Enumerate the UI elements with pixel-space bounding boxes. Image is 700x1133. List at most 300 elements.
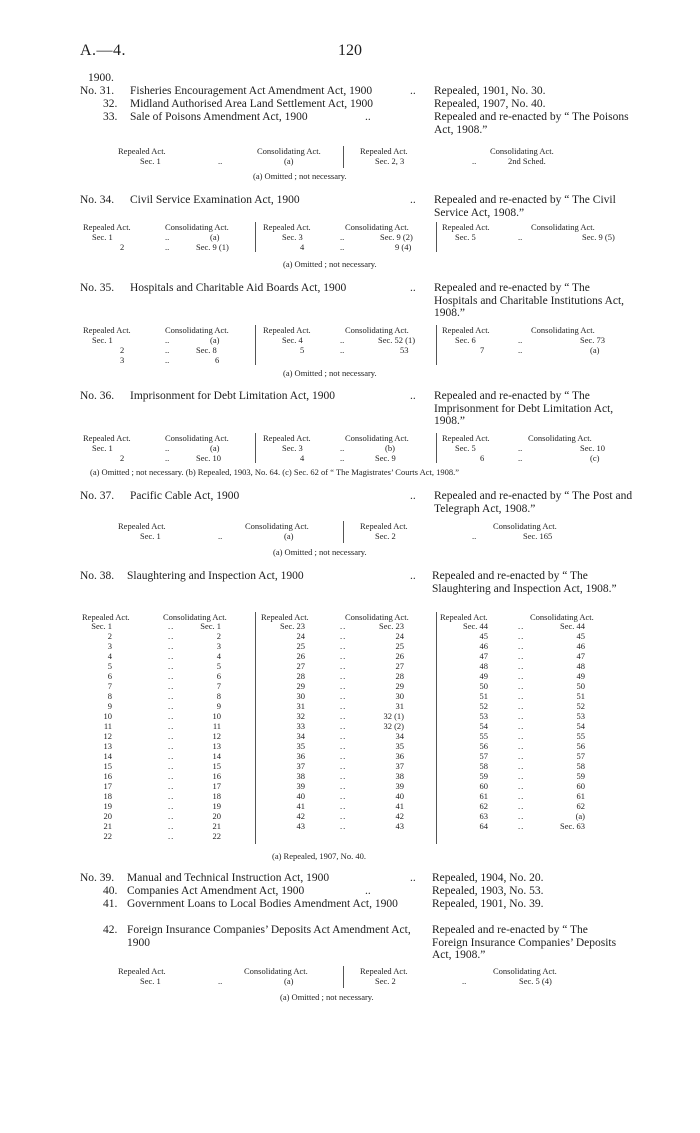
table-header: Repealed Act. — [360, 146, 408, 156]
leader-dots: .. — [168, 791, 175, 801]
table-cell: 2 — [120, 242, 125, 252]
repealed-section: Sec. 1 — [91, 621, 112, 631]
table-header: Consolidating Act. — [245, 521, 309, 531]
repealed-section: 28 — [296, 671, 305, 681]
table-cell: Sec. 10 — [196, 453, 222, 463]
repealed-section: 27 — [296, 661, 305, 671]
repealed-section: 35 — [296, 741, 305, 751]
table-header: Consolidating Act. — [165, 433, 229, 443]
consolidating-section: 51 — [576, 691, 585, 701]
table-header: Repealed Act. — [263, 325, 311, 335]
column-divider — [436, 612, 437, 844]
table-cell: Sec. 1 — [92, 443, 113, 453]
repealed-section: 29 — [296, 681, 305, 691]
consolidating-section: 11 — [212, 721, 221, 731]
repealed-section: Sec. 23 — [279, 621, 305, 631]
table-header: Consolidating Act. — [345, 325, 409, 335]
leader-dots: .. — [340, 791, 347, 801]
leader-dots: .. — [518, 801, 525, 811]
leader-dots: .. — [518, 821, 525, 831]
repealed-section: 17 — [103, 781, 112, 791]
table-cell: Sec. 1 — [140, 976, 161, 986]
column-divider — [343, 521, 344, 543]
act-number: 42. — [103, 924, 118, 936]
leader-dots: .. — [340, 453, 345, 463]
consolidating-section: 32 (1) — [383, 711, 404, 721]
leader-dots: .. — [340, 671, 347, 681]
consolidating-section: 45 — [576, 631, 585, 641]
consolidating-section: 14 — [212, 751, 221, 761]
leader-dots: .. — [340, 335, 345, 345]
column-divider — [436, 325, 437, 365]
table-cell: 9 (4) — [395, 242, 412, 252]
table-cell: (a) — [590, 345, 600, 355]
consolidating-section: 30 — [395, 691, 404, 701]
table-cell: Sec. 3 — [282, 232, 303, 242]
table-header: Consolidating Act. — [531, 222, 595, 232]
repealed-section: 37 — [296, 761, 305, 771]
footnote: (a) Repealed, 1907, No. 40. — [272, 851, 366, 861]
table-header: Repealed Act. — [442, 433, 490, 443]
consolidating-section: 17 — [212, 781, 221, 791]
table-header: Consolidating Act. — [493, 521, 557, 531]
leader-dots: .. — [165, 232, 170, 242]
table-header: Consolidating Act. — [528, 433, 592, 443]
table-cell: 6 — [215, 355, 220, 365]
table-header: Repealed Act. — [118, 521, 166, 531]
consolidating-section: 28 — [395, 671, 404, 681]
act-title: Government Loans to Local Bodies Amendment Act, 1900 — [127, 898, 398, 910]
leader-dots: .. — [168, 831, 175, 841]
repealed-section: 47 — [479, 651, 488, 661]
page-header — [80, 42, 620, 64]
consolidating-section: 18 — [212, 791, 221, 801]
consolidating-section: 26 — [395, 651, 404, 661]
repealed-section: 50 — [479, 681, 488, 691]
act-number: 40. — [103, 885, 118, 897]
consolidating-section: 15 — [212, 761, 221, 771]
table-header: Consolidating Act. — [345, 433, 409, 443]
repealed-section: 52 — [479, 701, 488, 711]
repealed-section: 48 — [479, 661, 488, 671]
consolidating-section: 6 — [216, 671, 221, 681]
table-cell: Sec. 2 — [375, 976, 396, 986]
consolidating-section: 35 — [395, 741, 404, 751]
repealed-section: 43 — [296, 821, 305, 831]
leader-dots: .. — [365, 885, 371, 897]
table-cell: 5 — [300, 345, 305, 355]
consolidating-section: 55 — [576, 731, 585, 741]
consolidating-section: 43 — [395, 821, 404, 831]
repealed-section: 59 — [479, 771, 488, 781]
leader-dots: .. — [168, 681, 175, 691]
act-title: Foreign Insurance Companies’ Deposits Act Amendment Act, 1900 — [127, 924, 411, 949]
consolidating-section: 40 — [395, 791, 404, 801]
repealed-section: 16 — [103, 771, 112, 781]
consolidating-section: 56 — [576, 741, 585, 751]
consolidating-section: 29 — [395, 681, 404, 691]
table-header: Consolidating Act. — [490, 146, 554, 156]
leader-dots: .. — [340, 801, 347, 811]
leader-dots: .. — [340, 443, 345, 453]
act-number: No. 38. — [80, 570, 115, 582]
leader-dots: .. — [165, 345, 170, 355]
consolidating-section: 37 — [395, 761, 404, 771]
column-divider — [255, 433, 256, 463]
leader-dots: .. — [165, 443, 170, 453]
repealed-section: 49 — [479, 671, 488, 681]
leader-dots: .. — [518, 651, 525, 661]
repealed-section: 33 — [296, 721, 305, 731]
leader-dots: .. — [340, 811, 347, 821]
leader-dots: .. — [168, 621, 175, 631]
leader-dots: .. — [168, 671, 175, 681]
consolidating-section: 47 — [576, 651, 585, 661]
repealed-section: 41 — [296, 801, 305, 811]
leader-dots: .. — [340, 641, 347, 651]
consolidating-section: 46 — [576, 641, 585, 651]
act-status: Repealed and re-enacted by “ The Foreign Insurance Companies’ Deposits Act, 1908.” — [432, 924, 617, 961]
table-header: Consolidating Act. — [345, 612, 409, 622]
consolidating-section: 57 — [576, 751, 585, 761]
table-cell: Sec. 9 — [375, 453, 396, 463]
table-cell: 3 — [120, 355, 125, 365]
leader-dots: .. — [518, 335, 523, 345]
table-header: Repealed Act. — [440, 612, 488, 622]
leader-dots: .. — [518, 721, 525, 731]
leader-dots: .. — [518, 781, 525, 791]
repealed-section: 42 — [296, 811, 305, 821]
consolidating-section: 3 — [216, 641, 221, 651]
consolidating-section: 42 — [395, 811, 404, 821]
table-cell: Sec. 8 — [196, 345, 217, 355]
repealed-section: 18 — [103, 791, 112, 801]
table-cell: (a) — [210, 335, 220, 345]
consolidating-section: 60 — [576, 781, 585, 791]
repealed-section: 26 — [296, 651, 305, 661]
consolidating-section: Sec. 63 — [559, 821, 585, 831]
table-header: Consolidating Act. — [530, 612, 594, 622]
table-cell: Sec. 2 — [375, 531, 396, 541]
repealed-section: 56 — [479, 741, 488, 751]
repealed-section: 21 — [103, 821, 112, 831]
consolidating-section: 39 — [395, 781, 404, 791]
table-header: Consolidating Act. — [257, 146, 321, 156]
repealed-section: 12 — [103, 731, 112, 741]
act-title: Hospitals and Charitable Aid Boards Act, 1900 — [130, 282, 347, 294]
consolidating-section: 38 — [395, 771, 404, 781]
leader-dots: .. — [518, 691, 525, 701]
act-number: No. 35. — [80, 282, 115, 294]
leader-dots: .. — [165, 335, 170, 345]
leader-dots: .. — [168, 751, 175, 761]
footnote: (a) Omitted ; not necessary. — [283, 368, 377, 378]
act-number: No. 31. — [80, 85, 115, 97]
repealed-section: 19 — [103, 801, 112, 811]
repealed-section: 32 — [296, 711, 305, 721]
consolidating-section: 54 — [576, 721, 585, 731]
repealed-section: 31 — [296, 701, 305, 711]
leader-dots: .. — [410, 872, 416, 884]
consolidating-section: 50 — [576, 681, 585, 691]
act-status: Repealed and re-enacted by “ The Civil Service Act, 1908.” — [434, 194, 616, 219]
act-status: Repealed, 1901, No. 30. — [434, 85, 546, 97]
repealed-section: 15 — [103, 761, 112, 771]
consolidating-section: 61 — [576, 791, 585, 801]
repealed-section: 60 — [479, 781, 488, 791]
repealed-section: 5 — [107, 661, 112, 671]
act-status: Repealed, 1903, No. 53. — [432, 885, 544, 897]
leader-dots: .. — [518, 641, 525, 651]
leader-dots: .. — [165, 453, 170, 463]
consolidating-section: 16 — [212, 771, 221, 781]
act-number: 33. — [103, 111, 118, 123]
table-cell: 4 — [300, 453, 305, 463]
leader-dots: .. — [340, 232, 345, 242]
table-cell: Sec. 73 — [580, 335, 606, 345]
repealed-section: 6 — [107, 671, 112, 681]
consolidating-section: 9 — [216, 701, 221, 711]
consolidating-section: 31 — [395, 701, 404, 711]
consolidating-section: 48 — [576, 661, 585, 671]
leader-dots: .. — [518, 681, 525, 691]
table-cell: Sec. 1 — [140, 531, 161, 541]
leader-dots: .. — [518, 345, 523, 355]
leader-dots: .. — [168, 781, 175, 791]
table-cell: Sec. 5 (4) — [519, 976, 552, 986]
repealed-section: 54 — [479, 721, 488, 731]
leader-dots: .. — [168, 811, 175, 821]
table-header: Repealed Act. — [118, 966, 166, 976]
consolidating-section: 2 — [216, 631, 221, 641]
leader-dots: .. — [168, 721, 175, 731]
leader-dots: .. — [410, 194, 416, 206]
leader-dots: .. — [168, 761, 175, 771]
repealed-section: 34 — [296, 731, 305, 741]
table-cell: Sec. 1 — [92, 335, 113, 345]
table-header: Repealed Act. — [83, 433, 131, 443]
repealed-section: 30 — [296, 691, 305, 701]
year-label: 1900. — [88, 72, 114, 84]
table-header: Repealed Act. — [360, 966, 408, 976]
consolidating-section: Sec. 23 — [378, 621, 404, 631]
table-cell: Sec. 4 — [282, 335, 303, 345]
page-number: 120 — [338, 42, 362, 59]
leader-dots: .. — [365, 111, 371, 123]
column-divider — [255, 612, 256, 844]
column-divider — [343, 146, 344, 168]
table-cell: Sec. 9 (1) — [196, 242, 229, 252]
table-cell: (a) — [210, 443, 220, 453]
table-cell: (b) — [385, 443, 395, 453]
table-header: Repealed Act. — [83, 325, 131, 335]
table-header: Consolidating Act. — [493, 966, 557, 976]
act-title: Imprisonment for Debt Limitation Act, 1900 — [130, 390, 336, 402]
leader-dots: .. — [340, 701, 347, 711]
leader-dots: .. — [218, 976, 223, 986]
leader-dots: .. — [518, 621, 525, 631]
column-divider — [436, 433, 437, 463]
leader-dots: .. — [340, 751, 347, 761]
leader-dots: .. — [168, 701, 175, 711]
repealed-section: 8 — [107, 691, 112, 701]
leader-dots: .. — [472, 531, 477, 541]
consolidating-section: 52 — [576, 701, 585, 711]
repealed-section: 14 — [103, 751, 112, 761]
leader-dots: .. — [218, 156, 223, 166]
leader-dots: .. — [518, 791, 525, 801]
act-status: Repealed, 1904, No. 20. — [432, 872, 544, 884]
repealed-section: 63 — [479, 811, 488, 821]
repealed-section: 3 — [107, 641, 112, 651]
repealed-section: 10 — [103, 711, 112, 721]
leader-dots: .. — [518, 771, 525, 781]
report-reference: A.—4. — [80, 42, 127, 59]
table-cell: 7 — [480, 345, 485, 355]
consolidating-section: 12 — [212, 731, 221, 741]
consolidating-section: 53 — [576, 711, 585, 721]
act-title: Sale of Poisons Amendment Act, 1900 — [130, 111, 308, 123]
act-status: Repealed and re-enacted by “ The Imprisonment for Debt Limitation Act, 1908.” — [434, 390, 614, 427]
leader-dots: .. — [340, 711, 347, 721]
consolidating-section: 20 — [212, 811, 221, 821]
table-cell: 53 — [400, 345, 409, 355]
act-title: Fisheries Encouragement Act Amendment Act, 1900 — [130, 85, 373, 97]
table-cell: Sec. 165 — [523, 531, 553, 541]
repealed-section: 2 — [107, 631, 112, 641]
act-status: Repealed and re-enacted by “ The Hospitals and Charitable Institutions Act, 1908.” — [434, 282, 625, 319]
leader-dots: .. — [410, 390, 416, 402]
table-cell: Sec. 10 — [580, 443, 606, 453]
table-cell: 6 — [480, 453, 485, 463]
table-header: Repealed Act. — [442, 325, 490, 335]
repealed-section: 51 — [479, 691, 488, 701]
leader-dots: .. — [518, 811, 525, 821]
table-cell: Sec. 1 — [92, 232, 113, 242]
leader-dots: .. — [340, 821, 347, 831]
act-status: Repealed and re-enacted by “ The Poisons Act, 1908.” — [434, 111, 629, 136]
table-cell: (a) — [284, 156, 294, 166]
leader-dots: .. — [410, 490, 416, 502]
table-cell: Sec. 3 — [282, 443, 303, 453]
table-cell: Sec. 9 (5) — [582, 232, 615, 242]
leader-dots: .. — [340, 721, 347, 731]
consolidating-section: 4 — [216, 651, 221, 661]
table-header: Consolidating Act. — [531, 325, 595, 335]
leader-dots: .. — [340, 661, 347, 671]
repealed-section: 39 — [296, 781, 305, 791]
consolidating-section: Sec. 1 — [200, 621, 221, 631]
leader-dots: .. — [518, 741, 525, 751]
table-header: Repealed Act. — [263, 222, 311, 232]
table-header: Repealed Act. — [118, 146, 166, 156]
table-header: Repealed Act. — [442, 222, 490, 232]
leader-dots: .. — [410, 570, 416, 582]
leader-dots: .. — [518, 453, 523, 463]
leader-dots: .. — [518, 701, 525, 711]
table-header: Consolidating Act. — [163, 612, 227, 622]
leader-dots: .. — [340, 681, 347, 691]
consolidating-section: 49 — [576, 671, 585, 681]
consolidating-section: 13 — [212, 741, 221, 751]
repealed-section: 25 — [296, 641, 305, 651]
act-number: No. 36. — [80, 390, 115, 402]
leader-dots: .. — [518, 761, 525, 771]
repealed-section: 38 — [296, 771, 305, 781]
consolidating-section: 59 — [576, 771, 585, 781]
column-divider — [343, 966, 344, 988]
consolidating-section: 8 — [216, 691, 221, 701]
leader-dots: .. — [168, 631, 175, 641]
act-number: 32. — [103, 98, 118, 110]
repealed-section: 58 — [479, 761, 488, 771]
leader-dots: .. — [168, 731, 175, 741]
leader-dots: .. — [340, 771, 347, 781]
act-status: Repealed, 1907, No. 40. — [434, 98, 546, 110]
leader-dots: .. — [518, 671, 525, 681]
act-title: Midland Authorised Area Land Settlement Act, 1900 — [130, 98, 374, 110]
table-header: Consolidating Act. — [165, 325, 229, 335]
table-cell: (a) — [210, 232, 220, 242]
act-status: Repealed and re-enacted by “ The Post and Telegraph Act, 1908.” — [434, 490, 633, 515]
leader-dots: .. — [165, 242, 170, 252]
act-status: Repealed and re-enacted by “ The Slaughtering and Inspection Act, 1908.” — [432, 570, 617, 595]
consolidating-section: 7 — [216, 681, 221, 691]
leader-dots: .. — [340, 242, 345, 252]
leader-dots: .. — [168, 801, 175, 811]
repealed-section: Sec. 44 — [462, 621, 488, 631]
table-cell: (a) — [284, 976, 294, 986]
column-divider — [255, 222, 256, 252]
act-status: Repealed, 1901, No. 39. — [432, 898, 544, 910]
leader-dots: .. — [518, 631, 525, 641]
leader-dots: .. — [410, 282, 416, 294]
leader-dots: .. — [168, 821, 175, 831]
act-title: Manual and Technical Instruction Act, 1900 — [127, 872, 330, 884]
repealed-section: 13 — [103, 741, 112, 751]
consolidating-section: 21 — [212, 821, 221, 831]
table-header: Consolidating Act. — [244, 966, 308, 976]
repealed-section: 7 — [107, 681, 112, 691]
consolidating-section: (a) — [575, 811, 585, 821]
table-header: Consolidating Act. — [165, 222, 229, 232]
table-cell: Sec. 9 (2) — [380, 232, 413, 242]
footnote: (a) Omitted ; not necessary. — [273, 547, 367, 557]
consolidating-section: 10 — [212, 711, 221, 721]
leader-dots: .. — [340, 621, 347, 631]
table-cell: 2 — [120, 345, 125, 355]
repealed-section: 40 — [296, 791, 305, 801]
table-header: Repealed Act. — [261, 612, 309, 622]
leader-dots: .. — [340, 651, 347, 661]
act-number: 41. — [103, 898, 118, 910]
leader-dots: .. — [462, 976, 467, 986]
consolidating-section: 62 — [576, 801, 585, 811]
table-cell: Sec. 5 — [455, 232, 476, 242]
table-cell: 2 — [120, 453, 125, 463]
leader-dots: .. — [168, 661, 175, 671]
table-cell: 4 — [300, 242, 305, 252]
repealed-section: 61 — [479, 791, 488, 801]
consolidating-section: 19 — [212, 801, 221, 811]
consolidating-section: 36 — [395, 751, 404, 761]
table-cell: Sec. 52 (1) — [378, 335, 416, 345]
table-header: Repealed Act. — [82, 612, 130, 622]
leader-dots: .. — [340, 761, 347, 771]
table-header: Consolidating Act. — [345, 222, 409, 232]
leader-dots: .. — [472, 156, 477, 166]
table-cell: Sec. 6 — [455, 335, 476, 345]
